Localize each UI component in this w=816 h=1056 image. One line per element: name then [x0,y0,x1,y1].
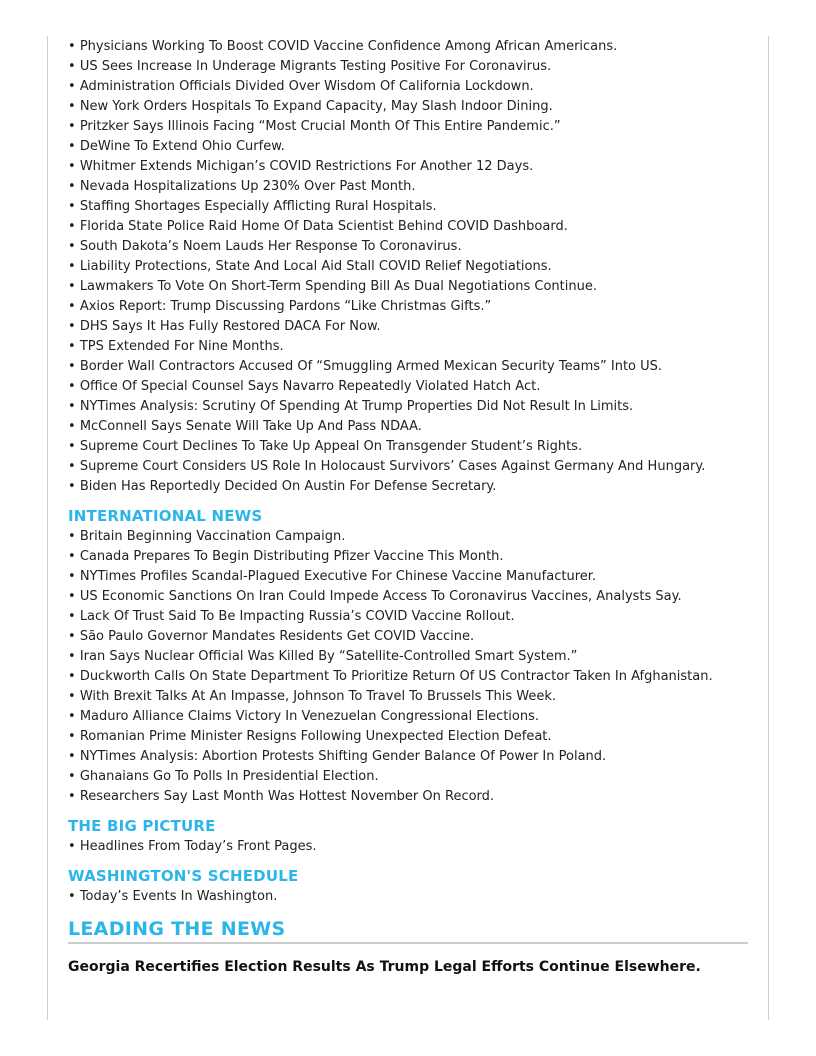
news-item[interactable] [68,257,748,277]
news-item[interactable] [68,417,748,437]
news-item-headline[interactable]: NYTimes Profiles Scandal-Plagued Executive For Chinese Vaccine Manufacturer. [79,569,597,584]
bullet: • [68,669,76,684]
news-item[interactable] [68,667,748,687]
news-item-headline[interactable]: São Paulo Governor Mandates Residents Get COVID Vaccine. [79,629,475,644]
news-item[interactable] [68,607,748,627]
bullet: • [68,729,76,744]
bullet: • [68,749,76,764]
news-item[interactable] [68,887,748,907]
news-item-headline[interactable]: Maduro Alliance Claims Victory In Venezuelan Congressional Elections. [79,709,540,724]
bullet: • [68,609,76,624]
news-item[interactable] [68,687,748,707]
news-item-headline[interactable]: Biden Has Reportedly Decided On Austin For Defense Secretary. [79,479,497,494]
news-item[interactable] [68,727,748,747]
bullet: • [68,199,76,214]
news-item-headline[interactable]: Nevada Hospitalizations Up 230% Over Past Month. [79,179,416,194]
news-item-headline[interactable]: DHS Says It Has Fully Restored DACA For Now. [79,319,381,334]
bullet: • [68,419,76,434]
bullet: • [68,339,76,354]
news-item-headline[interactable]: TPS Extended For Nine Months. [79,339,284,354]
news-item-headline[interactable]: Axios Report: Trump Discussing Pardons “Like Christmas Gifts.” [79,299,492,314]
bullet: • [68,179,76,194]
news-item[interactable] [68,437,748,457]
news-item-headline[interactable]: Whitmer Extends Michigan’s COVID Restrictions For Another 12 Days. [79,159,534,174]
bullet: • [68,379,76,394]
bullet: • [68,139,76,154]
bullet: • [68,589,76,604]
news-item[interactable] [68,587,748,607]
bullet: • [68,59,76,74]
news-item-headline[interactable]: Duckworth Calls On State Department To Prioritize Return Of US Contractor Taken In Afghanistan. [79,669,713,684]
bullet: • [68,279,76,294]
bullet: • [68,709,76,724]
news-item-headline[interactable]: Britain Beginning Vaccination Campaign. [79,529,346,544]
news-item-headline[interactable]: Lack Of Trust Said To Be Impacting Russia’s COVID Vaccine Rollout. [79,609,515,624]
bullet: • [68,99,76,114]
news-item-headline[interactable]: Administration Officials Divided Over Wisdom Of California Lockdown. [79,79,534,94]
bullet: • [68,839,76,854]
bullet: • [68,459,76,474]
news-item[interactable] [68,397,748,417]
news-item-headline[interactable]: Liability Protections, State And Local Aid Stall COVID Relief Negotiations. [79,259,552,274]
news-item[interactable] [68,337,748,357]
bullet: • [68,569,76,584]
news-item-headline[interactable]: Pritzker Says Illinois Facing “Most Crucial Month Of This Entire Pandemic.” [79,119,561,134]
bullet: • [68,159,76,174]
news-item-headline[interactable]: US Economic Sanctions On Iran Could Impede Access To Coronavirus Vaccines, Analysts Say. [79,589,682,604]
news-item[interactable] [68,157,748,177]
news-item[interactable] [68,477,748,497]
bullet: • [68,259,76,274]
news-item[interactable] [68,547,748,567]
news-item-headline[interactable]: Florida State Police Raid Home Of Data Scientist Behind COVID Dashboard. [79,219,568,234]
bullet: • [68,439,76,454]
bullet: • [68,649,76,664]
bullet: • [68,39,76,54]
news-item[interactable] [68,177,748,197]
news-item[interactable] [68,747,748,767]
bullet: • [68,359,76,374]
news-item[interactable] [68,297,748,317]
lead-story-title[interactable]: Georgia Recertifies Election Results As Trump Legal Efforts Continue Elsewhere. [68,959,701,975]
news-item-headline[interactable]: DeWine To Extend Ohio Curfew. [79,139,285,154]
bullet: • [68,479,76,494]
news-item[interactable] [68,767,748,787]
news-item[interactable] [68,197,748,217]
news-item-headline[interactable]: Lawmakers To Vote On Short-Term Spending Bill As Dual Negotiations Continue. [79,279,597,294]
news-item-headline[interactable]: Ghanaians Go To Polls In Presidential Election. [79,769,379,784]
news-item-headline[interactable]: Supreme Court Declines To Take Up Appeal On Transgender Student’s Rights. [79,439,583,454]
bullet: • [68,889,76,904]
news-item-headline[interactable]: Office Of Special Counsel Says Navarro Repeatedly Violated Hatch Act. [79,379,541,394]
section-heading-washington-schedule: WASHINGTON'S SCHEDULE [68,867,299,885]
bullet: • [68,239,76,254]
bullet: • [68,689,76,704]
news-item[interactable] [68,837,748,857]
news-item-headline[interactable]: Iran Says Nuclear Official Was Killed By “Satellite-Controlled Smart System.” [79,649,578,664]
news-item-headline[interactable]: Today’s Events In Washington. [79,889,278,904]
bullet: • [68,529,76,544]
news-item[interactable] [68,277,748,297]
news-item[interactable] [68,707,748,727]
bullet: • [68,769,76,784]
news-item[interactable] [68,37,748,57]
news-item[interactable] [68,357,748,377]
news-item[interactable] [68,137,748,157]
news-item-headline[interactable]: NYTimes Analysis: Scrutiny Of Spending At Trump Properties Did Not Result In Limits. [79,399,634,414]
news-item[interactable] [68,627,748,647]
bullet: • [68,299,76,314]
big-picture-list [68,837,748,857]
news-item[interactable] [68,647,748,667]
news-item-headline[interactable]: Supreme Court Considers US Role In Holocaust Survivors’ Cases Against Germany And Hungary. [79,459,706,474]
bullet: • [68,789,76,804]
section-heading-international: INTERNATIONAL NEWS [68,507,263,525]
bullet: • [68,319,76,334]
news-item-headline[interactable]: Physicians Working To Boost COVID Vaccine Confidence Among African Americans. [79,39,618,54]
news-item-headline[interactable]: New York Orders Hospitals To Expand Capacity, May Slash Indoor Dining. [79,99,553,114]
bullet: • [68,629,76,644]
news-item[interactable] [68,117,748,137]
news-item-headline[interactable]: Canada Prepares To Begin Distributing Pfizer Vaccine This Month. [79,549,504,564]
washington-schedule-list [68,887,748,907]
bullet: • [68,549,76,564]
newsletter-content [68,37,748,977]
news-item[interactable] [68,237,748,257]
news-item-headline[interactable]: With Brexit Talks At An Impasse, Johnson To Travel To Brussels This Week. [79,689,557,704]
section-heading-big-picture: THE BIG PICTURE [68,817,216,835]
bullet: • [68,119,76,134]
news-item[interactable] [68,317,748,337]
news-item[interactable] [68,217,748,237]
international-news-list [68,527,748,807]
news-item[interactable] [68,457,748,477]
news-item[interactable] [68,97,748,117]
news-item[interactable] [68,567,748,587]
news-item-headline[interactable]: NYTimes Analysis: Abortion Protests Shifting Gender Balance Of Power In Poland. [79,749,607,764]
news-item-headline[interactable]: South Dakota’s Noem Lauds Her Response To Coronavirus. [79,239,462,254]
news-item-headline[interactable]: Romanian Prime Minister Resigns Following Unexpected Election Defeat. [79,729,552,744]
news-item[interactable] [68,787,748,807]
news-item-headline[interactable]: US Sees Increase In Underage Migrants Testing Positive For Coronavirus. [79,59,552,74]
bullet: • [68,399,76,414]
news-item-headline[interactable]: Researchers Say Last Month Was Hottest November On Record. [79,789,495,804]
bullet: • [68,219,76,234]
bullet: • [68,79,76,94]
news-item-headline[interactable]: Staffing Shortages Especially Afflicting Rural Hospitals. [79,199,437,214]
news-item[interactable] [68,57,748,77]
us-news-list [68,37,748,497]
news-item[interactable] [68,377,748,397]
news-item-headline[interactable]: Headlines From Today’s Front Pages. [79,839,317,854]
news-item[interactable] [68,77,748,97]
leading-the-news-heading: LEADING THE NEWS [68,917,748,944]
news-item-headline[interactable]: Border Wall Contractors Accused Of “Smuggling Armed Mexican Security Teams” Into US. [79,359,663,374]
news-item[interactable] [68,527,748,547]
news-item-headline[interactable]: McConnell Says Senate Will Take Up And Pass NDAA. [79,419,422,434]
